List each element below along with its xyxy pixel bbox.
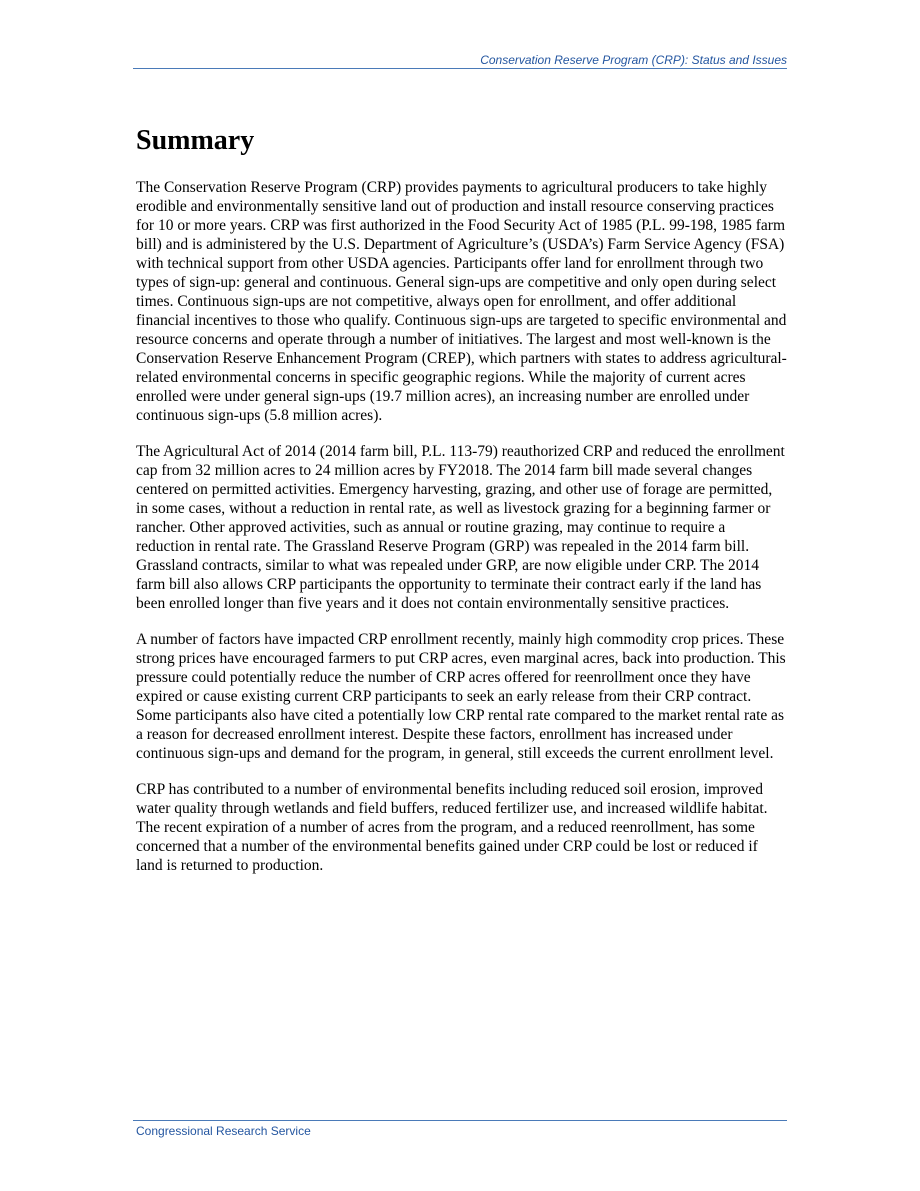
- header-divider: [133, 68, 787, 69]
- summary-paragraph-3: A number of factors have impacted CRP enrollment recently, mainly high commodity crop prices. These strong prices have encouraged farmers to put CRP acres, even marginal acres, back into production. This pressure could potentially reduce the number of CRP acres offered for reenrollment once they have expired or cause existing current CRP participants to seek an early release from their CRP contract. Some participants also have cited a potentially low CRP rental rate compared to the market rental rate as a reason for decreased enrollment interest. Despite these factors, enrollment has increased under continuous sign-ups and demand for the program, in general, still exceeds the current enrollment level.: [136, 631, 786, 762]
- page-title: Summary: [136, 125, 255, 156]
- summary-paragraph-4: CRP has contributed to a number of environmental benefits including reduced soil erosion, improved water quality through wetlands and field buffers, reduced fertilizer use, and increased wildlife habitat. The recent expiration of a number of acres from the program, and a reduced reenrollment, has some concerned that a number of the environmental benefits gained under CRP could be lost or reduced if land is returned to production.: [136, 781, 768, 874]
- summary-paragraph-2: The Agricultural Act of 2014 (2014 farm bill, P.L. 113-79) reauthorized CRP and reduced the enrollment cap from 32 million acres to 24 million acres by FY2018. The 2014 farm bill made several changes centered on permitted activities. Emergency harvesting, grazing, and other use of forage are permitted, in some cases, without a reduction in rental rate, as well as livestock grazing for a beginning farmer or rancher. Other approved activities, such as annual or routine grazing, may continue to require a reduction in rental rate. The Grassland Reserve Program (GRP) was repealed in the 2014 farm bill. Grassland contracts, similar to what was repealed under GRP, are now eligible under CRP. The 2014 farm bill also allows CRP participants the opportunity to terminate their contract early if the land has been enrolled longer than five years and it does not contain environmentally sensitive practices.: [136, 443, 785, 612]
- running-footer-publisher: Congressional Research Service: [136, 1124, 311, 1138]
- running-header-title: Conservation Reserve Program (CRP): Status and Issues: [480, 53, 787, 67]
- summary-paragraph-1: The Conservation Reserve Program (CRP) provides payments to agricultural producers to take highly erodible and environmentally sensitive land out of production and install resource conserving practices for 10 or more years. CRP was first authorized in the Food Security Act of 1985 (P.L. 99-198, 1985 farm bill) and is administered by the U.S. Department of Agriculture’s (USDA’s) Farm Service Agency (FSA) with technical support from other USDA agencies. Participants offer land for enrollment through two types of sign-up: general and continuous. General sign-ups are competitive and only open during select times. Continuous sign-ups are not competitive, always open for enrollment, and offer additional financial incentives to those who qualify. Continuous sign-ups are targeted to specific environmental and resource concerns and operate through a number of initiatives. The largest and most well-known is the Conservation Reserve Enhancement Program (CREP), which partners with states to address agricultural-related environmental concerns in specific geographic regions. While the majority of current acres enrolled were under general sign-ups (19.7 million acres), an increasing number are enrolled under continuous sign-ups (5.8 million acres).: [136, 179, 787, 424]
- footer-divider: [133, 1120, 787, 1121]
- summary-body: [136, 178, 787, 892]
